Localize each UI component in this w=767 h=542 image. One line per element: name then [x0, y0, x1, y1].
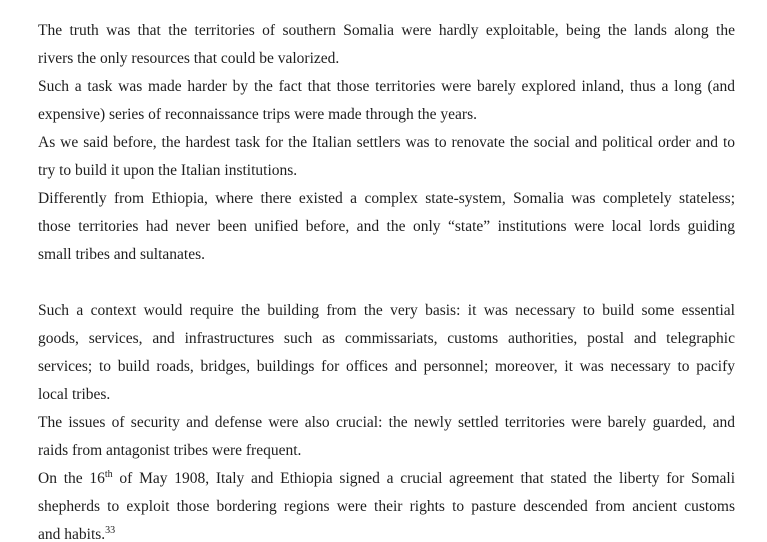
text-segment: of May 1908, Italy and Ethiopia signed a crucial agreement that stated the liberty for Somali [112, 470, 735, 487]
text-line [38, 213, 735, 241]
text-segment: The truth was that the territories of southern Somalia were hardly exploitable, being the lands along the [38, 22, 735, 39]
text-segment: goods, services, and infrastructures such as commissariats, customs authorities, postal and telegraphic [38, 330, 735, 347]
text-segment: and habits. [38, 526, 106, 542]
text-segment: As we said before, the hardest task for the Italian settlers was to renovate the social and political order and to [38, 134, 735, 151]
text-segment: local tribes. [38, 386, 111, 403]
text-segment: raids from antagonist tribes were frequent. [38, 442, 302, 459]
text-segment: The issues of security and defense were also crucial: the newly settled territories were barely guarded, and [38, 414, 735, 431]
text-segment: those territories had never been unified before, and the only “state” institutions were local lords guiding [38, 218, 735, 235]
text-segment: Differently from Ethiopia, where there existed a complex state-system, Somalia was completely stateless; [38, 190, 735, 207]
text-line [38, 353, 735, 381]
superscript-footnote-ref: 33 [105, 525, 116, 536]
text-line [38, 17, 735, 45]
text-line [38, 297, 735, 325]
text-line [38, 465, 735, 493]
text-line [38, 325, 735, 353]
text-segment: shepherds to exploit those bordering regions were their rights to pasture descended from ancient customs [38, 498, 735, 515]
text-block [38, 17, 735, 542]
text-segment: On the 16 [38, 470, 105, 487]
text-line [38, 129, 735, 157]
text-line [38, 521, 735, 542]
paragraph-gap [38, 269, 735, 297]
text-segment: try to build it upon the Italian institutions. [38, 162, 298, 179]
text-segment: expensive) series of reconnaissance trips were made through the years. [38, 106, 477, 123]
text-line [38, 409, 735, 437]
text-line [38, 241, 735, 269]
text-segment: small tribes and sultanates. [38, 246, 206, 263]
text-segment: services; to build roads, bridges, buildings for offices and personnel; moreover, it was necessary to pacify [38, 358, 735, 375]
text-line [38, 493, 735, 521]
text-line [38, 73, 735, 101]
text-line [38, 101, 735, 129]
text-segment: rivers the only resources that could be valorized. [38, 50, 340, 67]
superscript-ordinal: th [104, 469, 113, 480]
text-line [38, 157, 735, 185]
text-line [38, 45, 735, 73]
text-line [38, 185, 735, 213]
text-line [38, 437, 735, 465]
text-line [38, 381, 735, 409]
text-segment: Such a context would require the building from the very basis: it was necessary to build some essential [38, 302, 735, 319]
text-segment: Such a task was made harder by the fact that those territories were barely explored inland, thus a long (and [38, 78, 735, 95]
